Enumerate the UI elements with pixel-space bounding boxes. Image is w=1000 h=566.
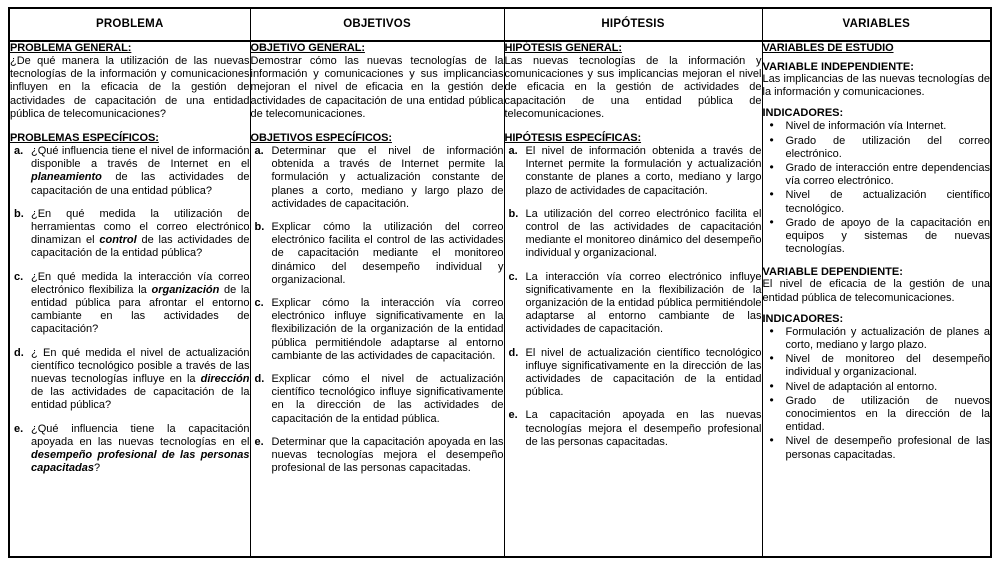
item-text: La utilización del correo electrónico facilita el control de las actividades de capacitación mediante el monitoreo dinámico del desempeño individual y organizacional. <box>525 207 762 260</box>
item-text: Nivel de adaptación al entorno. <box>785 380 938 393</box>
item-text: Grado de utilización del correo electrónico. <box>785 134 990 160</box>
objetivo-general-title: OBJETIVO GENERAL: <box>250 42 365 54</box>
item-text: Grado de interacción entre dependencias vía correo electrónico. <box>785 162 990 188</box>
item-text-emphasis: control <box>99 234 137 247</box>
item-text-pre: ¿ En qué medida el nivel de actualización científico tecnológico posible a través de las nuevas tecnologías influye en la <box>31 346 250 386</box>
table-header-row <box>9 8 991 41</box>
bullet-dot-icon: • <box>769 132 774 147</box>
item-marker: c. <box>14 270 24 283</box>
column-header-problema: PROBLEMA <box>9 8 250 41</box>
list-item <box>505 271 762 337</box>
cell-objetivos <box>250 41 504 557</box>
item-text-emphasis: dirección <box>200 373 250 386</box>
list-item <box>763 162 991 188</box>
item-marker: b. <box>254 221 265 234</box>
hipotesis-general-text: Las nuevas tecnologías de la información y comunicaciones y sus implicancias mejoran el nivel de eficacia en la gestión de actividades de capacitación de una entidad pública de telecomunicaciones. <box>504 55 762 120</box>
bullet-dot-icon: • <box>769 392 774 407</box>
item-text-pre: ¿En qué medida la interacción vía correo electrónico flexibiliza la <box>31 270 250 296</box>
item-text: Explicar cómo el nivel de actualización científico tecnológico influye significativamente en la dirección de las actividades de capacitación de la entidad pública. <box>271 373 504 425</box>
indicadores-dependiente-label: INDICADORES: <box>762 312 844 325</box>
item-marker: a. <box>508 145 518 158</box>
item-marker: e. <box>508 409 518 422</box>
indicadores-dependiente-list <box>763 323 991 462</box>
list-item <box>763 392 991 435</box>
spacer <box>251 123 504 132</box>
list-item <box>763 189 991 215</box>
list-item <box>251 436 504 476</box>
item-text: Explicar cómo la interacción vía correo electrónico influye significativamente en la flexibilización de la organización de la entidad pública permitiéndole adaptarse al entorno cambiante de las actividades de capacitación. <box>271 297 504 362</box>
matrix-table <box>8 7 992 558</box>
bullet-dot-icon: • <box>769 351 774 366</box>
list-item <box>251 373 504 426</box>
list-item <box>505 347 762 400</box>
table-body-row <box>9 41 991 557</box>
list-item <box>763 353 991 379</box>
item-text-post: de las actividades de capacitación de una entidad pública? <box>31 171 250 197</box>
item-text-emphasis: planeamiento <box>31 171 102 184</box>
item-text-post: ? <box>93 462 101 475</box>
variables-de-estudio-title: VARIABLES DE ESTUDIO <box>762 42 894 54</box>
hipotesis-especificas-title: HIPÓTESIS ESPECÍFICAS: <box>504 132 642 145</box>
item-marker: b. <box>14 207 24 220</box>
column-header-variables: VARIABLES <box>762 8 991 41</box>
list-item <box>505 208 762 261</box>
variable-dependiente-text: El nivel de eficacia de la gestión de una entidad pública de telecomunicaciones. <box>762 278 990 304</box>
item-marker: c. <box>254 297 264 310</box>
problema-general-text: ¿De qué manera la utilización de las nuevas tecnologías de la información y comunicaciones influyen en la eficacia de la gestión de actividades de capacitación de una entidad pública de telecomunicaciones? <box>10 55 250 120</box>
item-text: El nivel de información obtenida a través de Internet permite la formulación y actualización constante de planes a corto, mediano y largo plazo de actividades de capacitación. <box>525 145 762 197</box>
list-item <box>505 145 762 198</box>
item-text-pre: ¿En qué medida la utilización de herramientas como el correo electrónico dinamizan el <box>31 207 250 247</box>
item-text-post: de las actividades de capacitación de la entidad pública? <box>31 386 250 412</box>
bullet-dot-icon: • <box>769 118 774 133</box>
item-text: Nivel de información vía Internet. <box>785 120 947 133</box>
list-item <box>10 347 250 413</box>
list-item <box>251 297 504 363</box>
item-text: La interacción vía correo electrónico influye significativamente en la flexibilización de la organización de la entidad pública permitiéndole adaptarse al entorno cambiante de las actividades de capacitación. <box>525 270 762 336</box>
list-item <box>251 221 504 287</box>
bullet-dot-icon: • <box>769 433 774 448</box>
item-text-emphasis: organización <box>151 283 220 296</box>
hipotesis-especificas-list <box>505 145 762 449</box>
variable-dependiente-label: VARIABLE DEPENDIENTE: <box>762 266 903 279</box>
spacer <box>505 123 762 132</box>
list-item <box>10 145 250 198</box>
item-text: Grado de utilización de nuevos conocimientos en la dirección de la entidad. <box>785 394 990 434</box>
list-item <box>763 323 991 352</box>
item-text-emphasis: desempeño profesional de las personas capacitadas <box>31 449 250 475</box>
column-header-hipotesis: HIPÓTESIS <box>504 8 762 41</box>
item-marker: e. <box>14 422 24 435</box>
item-text-pre: ¿Qué influencia tiene la capacitación apoyada en las nuevas tecnologías en el <box>31 422 250 448</box>
cell-variables <box>762 41 991 557</box>
list-item <box>505 409 762 449</box>
list-item <box>763 435 991 461</box>
cell-hipotesis <box>504 41 762 557</box>
problemas-especificos-title: PROBLEMAS ESPECÍFICOS: <box>10 132 159 145</box>
item-text: Determinar que la capacitación apoyada en las nuevas tecnologías mejora el desempeño profesional de las personas capacitadas. <box>271 435 504 475</box>
bullet-dot-icon: • <box>769 160 774 175</box>
objetivo-general-text: Demostrar cómo las nuevas tecnologías de la información y comunicaciones y sus implicancias mejoran el nivel de eficacia en la gestión de actividades de capacitación de una entidad pública de telecomunicaciones. <box>250 55 504 120</box>
item-marker: d. <box>14 346 24 359</box>
column-header-objetivos: OBJETIVOS <box>250 8 504 41</box>
item-marker: b. <box>508 207 519 220</box>
list-item <box>763 214 991 257</box>
bullet-dot-icon: • <box>769 187 774 202</box>
item-text: La capacitación apoyada en las nuevas tecnologías mejora el desempeño profesional de las personas capacitadas. <box>525 409 762 448</box>
item-marker: d. <box>508 346 519 359</box>
list-item <box>10 271 250 337</box>
item-marker: c. <box>508 270 518 283</box>
item-marker: a. <box>254 145 264 158</box>
item-marker: a. <box>14 145 24 158</box>
list-item <box>763 132 991 161</box>
spacer <box>10 123 250 132</box>
indicadores-independiente-list <box>763 120 991 256</box>
problema-general-title: PROBLEMA GENERAL: <box>10 42 132 54</box>
item-text: Determinar que el nivel de información obtenida a través de Internet permite la formulación y actualización constante de planes a corto, mediano y largo plazo de actividades de capacitación. <box>271 145 504 210</box>
list-item <box>10 208 250 261</box>
item-text-post: de las actividades de capacitación de la entidad pública? <box>31 234 250 260</box>
item-text: Explicar cómo la utilización del correo electrónico facilita el control de las actividades de capacitación mediante el monitoreo dinámico del desempeño individual y organizacional. <box>271 221 504 286</box>
item-text: Nivel de monitoreo del desempeño individual y organizacional. <box>785 353 990 379</box>
item-text-pre: ¿Qué influencia tiene el nivel de información disponible a través de Internet en el <box>31 145 250 171</box>
item-text: Formulación y actualización de planes a corto, mediano y largo plazo. <box>785 325 990 352</box>
consistency-matrix <box>8 7 990 558</box>
spacer <box>763 257 991 266</box>
item-marker: d. <box>254 373 265 386</box>
objetivos-especificos-title: OBJETIVOS ESPECÍFICOS: <box>250 132 392 145</box>
cell-problema <box>9 41 250 557</box>
indicadores-independiente-label: INDICADORES: <box>762 107 844 120</box>
item-text: Grado de apoyo de la capacitación en equipos y sistemas de nuevas tecnologías. <box>785 216 990 256</box>
variable-independiente-label: VARIABLE INDEPENDIENTE: <box>762 61 914 73</box>
variable-independiente-text: Las implicancias de las nuevas tecnologías de la información y comunicaciones. <box>762 73 990 99</box>
objetivos-especificos-list <box>251 145 504 475</box>
hipotesis-general-title: HIPÓTESIS GENERAL: <box>504 42 622 54</box>
list-item <box>251 145 504 211</box>
item-text-post: de la entidad pública para afrontar el entorno cambiante en las actividades de capacitación? <box>31 283 250 336</box>
bullet-dot-icon: • <box>769 378 774 393</box>
list-item <box>763 120 991 133</box>
item-text: El nivel de actualización científico tecnológico influye significativamente en la dirección de las actividades de capacitación de la entidad pública. <box>525 346 762 399</box>
list-item <box>10 423 250 476</box>
bullet-dot-icon: • <box>769 323 774 338</box>
problemas-especificos-list <box>10 145 250 475</box>
list-item <box>763 378 991 394</box>
item-marker: e. <box>254 435 264 448</box>
bullet-dot-icon: • <box>769 214 774 229</box>
item-text: Nivel de actualización científico tecnológico. <box>785 189 990 215</box>
item-text: Nivel de desempeño profesional de las personas capacitadas. <box>785 435 990 461</box>
